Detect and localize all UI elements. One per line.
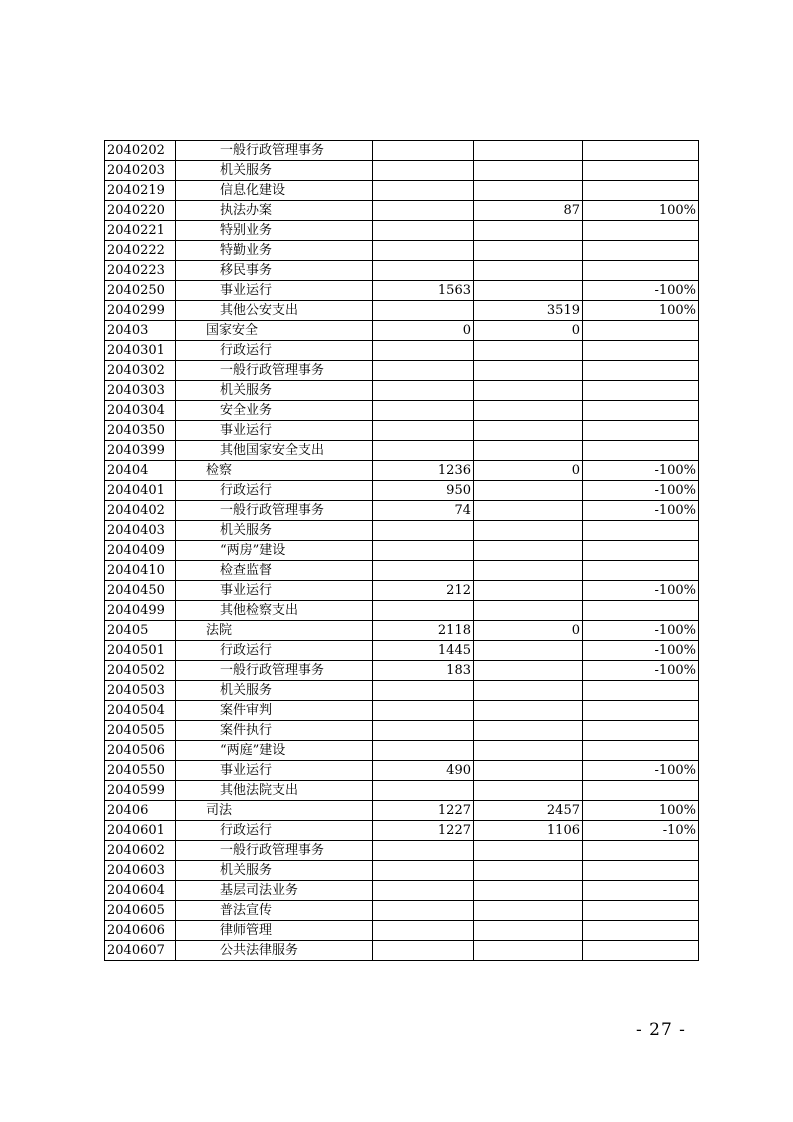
amount-b-cell (474, 521, 583, 541)
item-code-cell: 2040223 (105, 261, 176, 281)
amount-a-cell: 490 (373, 761, 474, 781)
amount-a-cell (373, 541, 474, 561)
amount-a-cell (373, 241, 474, 261)
item-name-cell: 案件执行 (176, 721, 373, 741)
table-row (105, 201, 699, 221)
table-row (105, 761, 699, 781)
table-row (105, 721, 699, 741)
table-row (105, 421, 699, 441)
item-code-cell: 2040602 (105, 841, 176, 861)
change-percent-cell: 100% (583, 301, 699, 321)
table-row (105, 161, 699, 181)
item-code-cell: 2040410 (105, 561, 176, 581)
amount-b-cell (474, 501, 583, 521)
item-code-cell: 2040503 (105, 681, 176, 701)
item-code-cell: 2040501 (105, 641, 176, 661)
table-row (105, 441, 699, 461)
amount-a-cell (373, 201, 474, 221)
change-percent-cell: -100% (583, 581, 699, 601)
change-percent-cell: -100% (583, 661, 699, 681)
amount-b-cell (474, 141, 583, 161)
table-body (105, 141, 699, 961)
item-name-cell: 安全业务 (176, 401, 373, 421)
change-percent-cell: 100% (583, 201, 699, 221)
table-row (105, 281, 699, 301)
item-code-cell: 20405 (105, 621, 176, 641)
amount-a-cell (373, 181, 474, 201)
item-name-cell: 事业运行 (176, 421, 373, 441)
table-row (105, 641, 699, 661)
amount-b-cell (474, 261, 583, 281)
amount-a-cell (373, 421, 474, 441)
change-percent-cell: -10% (583, 821, 699, 841)
change-percent-cell (583, 721, 699, 741)
item-code-cell: 2040222 (105, 241, 176, 261)
change-percent-cell (583, 941, 699, 961)
item-name-cell: 其他国家安全支出 (176, 441, 373, 461)
item-name-cell: 一般行政管理事务 (176, 501, 373, 521)
amount-b-cell (474, 701, 583, 721)
change-percent-cell (583, 781, 699, 801)
table-row (105, 821, 699, 841)
item-name-cell: 机关服务 (176, 521, 373, 541)
item-name-cell: 事业运行 (176, 761, 373, 781)
amount-b-cell (474, 781, 583, 801)
item-name-cell: 特别业务 (176, 221, 373, 241)
item-name-cell: 其他公安支出 (176, 301, 373, 321)
change-percent-cell (583, 541, 699, 561)
item-code-cell: 2040203 (105, 161, 176, 181)
item-code-cell: 2040601 (105, 821, 176, 841)
amount-a-cell (373, 361, 474, 381)
amount-b-cell (474, 581, 583, 601)
change-percent-cell (583, 161, 699, 181)
change-percent-cell: 100% (583, 801, 699, 821)
item-name-cell: 特勤业务 (176, 241, 373, 261)
item-name-cell: 普法宣传 (176, 901, 373, 921)
amount-b-cell (474, 921, 583, 941)
change-percent-cell (583, 421, 699, 441)
table-row (105, 521, 699, 541)
table-row (105, 381, 699, 401)
change-percent-cell (583, 741, 699, 761)
table-row (105, 221, 699, 241)
amount-b-cell (474, 481, 583, 501)
table-row (105, 141, 699, 161)
amount-b-cell: 0 (474, 461, 583, 481)
change-percent-cell (583, 521, 699, 541)
item-name-cell: 事业运行 (176, 581, 373, 601)
item-code-cell: 2040502 (105, 661, 176, 681)
amount-b-cell (474, 541, 583, 561)
amount-b-cell (474, 841, 583, 861)
amount-b-cell (474, 881, 583, 901)
item-name-cell: 一般行政管理事务 (176, 841, 373, 861)
amount-a-cell: 0 (373, 321, 474, 341)
item-code-cell: 2040202 (105, 141, 176, 161)
item-code-cell: 2040606 (105, 921, 176, 941)
item-code-cell: 2040504 (105, 701, 176, 721)
change-percent-cell (583, 221, 699, 241)
change-percent-cell (583, 881, 699, 901)
item-code-cell: 2040604 (105, 881, 176, 901)
table-row (105, 941, 699, 961)
table-row (105, 561, 699, 581)
change-percent-cell: -100% (583, 481, 699, 501)
item-code-cell: 2040301 (105, 341, 176, 361)
item-name-cell: 机关服务 (176, 381, 373, 401)
amount-b-cell: 0 (474, 621, 583, 641)
item-code-cell: 2040499 (105, 601, 176, 621)
amount-a-cell: 1236 (373, 461, 474, 481)
table-row (105, 681, 699, 701)
change-percent-cell (583, 381, 699, 401)
table-row (105, 661, 699, 681)
change-percent-cell (583, 261, 699, 281)
amount-a-cell (373, 301, 474, 321)
table-row (105, 701, 699, 721)
item-name-cell: 信息化建设 (176, 181, 373, 201)
amount-b-cell (474, 341, 583, 361)
change-percent-cell: -100% (583, 641, 699, 661)
item-name-cell: 行政运行 (176, 641, 373, 661)
amount-a-cell (373, 381, 474, 401)
amount-a-cell (373, 701, 474, 721)
change-percent-cell (583, 141, 699, 161)
amount-a-cell (373, 441, 474, 461)
amount-a-cell (373, 861, 474, 881)
amount-a-cell (373, 221, 474, 241)
item-name-cell: 一般行政管理事务 (176, 141, 373, 161)
change-percent-cell (583, 841, 699, 861)
table-row (105, 881, 699, 901)
change-percent-cell (583, 361, 699, 381)
item-code-cell: 2040605 (105, 901, 176, 921)
change-percent-cell: -100% (583, 501, 699, 521)
amount-b-cell: 1106 (474, 821, 583, 841)
item-name-cell: 基层司法业务 (176, 881, 373, 901)
item-name-cell: 检察 (176, 461, 373, 481)
amount-b-cell (474, 161, 583, 181)
amount-a-cell (373, 261, 474, 281)
table-row (105, 241, 699, 261)
amount-a-cell: 2118 (373, 621, 474, 641)
item-name-cell: 行政运行 (176, 481, 373, 501)
amount-a-cell (373, 841, 474, 861)
table-row (105, 621, 699, 641)
item-code-cell: 2040603 (105, 861, 176, 881)
item-name-cell: “两庭”建设 (176, 741, 373, 761)
item-code-cell: 2040450 (105, 581, 176, 601)
amount-b-cell (474, 221, 583, 241)
table-row (105, 181, 699, 201)
amount-b-cell (474, 741, 583, 761)
item-code-cell: 2040304 (105, 401, 176, 421)
item-name-cell: 律师管理 (176, 921, 373, 941)
table-row (105, 741, 699, 761)
table-row (105, 921, 699, 941)
amount-b-cell (474, 721, 583, 741)
amount-a-cell (373, 721, 474, 741)
table-row (105, 301, 699, 321)
item-code-cell: 2040401 (105, 481, 176, 501)
item-code-cell: 2040399 (105, 441, 176, 461)
amount-a-cell: 950 (373, 481, 474, 501)
item-code-cell: 2040221 (105, 221, 176, 241)
item-code-cell: 2040607 (105, 941, 176, 961)
amount-b-cell (474, 361, 583, 381)
amount-b-cell (474, 941, 583, 961)
amount-b-cell (474, 441, 583, 461)
table-row (105, 861, 699, 881)
amount-b-cell (474, 661, 583, 681)
item-code-cell: 2040250 (105, 281, 176, 301)
table-row (105, 261, 699, 281)
item-name-cell: 司法 (176, 801, 373, 821)
item-code-cell: 2040599 (105, 781, 176, 801)
amount-b-cell (474, 641, 583, 661)
item-name-cell: 行政运行 (176, 821, 373, 841)
table-row (105, 401, 699, 421)
item-name-cell: 移民事务 (176, 261, 373, 281)
change-percent-cell (583, 341, 699, 361)
amount-b-cell: 3519 (474, 301, 583, 321)
item-name-cell: 一般行政管理事务 (176, 661, 373, 681)
table-row (105, 581, 699, 601)
amount-a-cell: 74 (373, 501, 474, 521)
table-row (105, 461, 699, 481)
item-name-cell: 机关服务 (176, 681, 373, 701)
amount-a-cell (373, 521, 474, 541)
change-percent-cell (583, 401, 699, 421)
amount-b-cell (474, 281, 583, 301)
item-code-cell: 2040350 (105, 421, 176, 441)
amount-b-cell (474, 901, 583, 921)
amount-b-cell (474, 401, 583, 421)
item-code-cell: 2040402 (105, 501, 176, 521)
amount-a-cell: 1227 (373, 821, 474, 841)
amount-b-cell: 0 (474, 321, 583, 341)
amount-a-cell (373, 921, 474, 941)
table-row (105, 601, 699, 621)
table-row (105, 541, 699, 561)
amount-b-cell (474, 681, 583, 701)
item-code-cell: 2040219 (105, 181, 176, 201)
amount-a-cell (373, 681, 474, 701)
amount-a-cell: 1227 (373, 801, 474, 821)
change-percent-cell: -100% (583, 281, 699, 301)
item-name-cell: 法院 (176, 621, 373, 641)
amount-b-cell (474, 241, 583, 261)
table-row (105, 801, 699, 821)
change-percent-cell (583, 701, 699, 721)
amount-a-cell: 1563 (373, 281, 474, 301)
amount-a-cell: 1445 (373, 641, 474, 661)
change-percent-cell (583, 321, 699, 341)
amount-a-cell (373, 161, 474, 181)
change-percent-cell (583, 901, 699, 921)
amount-a-cell (373, 341, 474, 361)
item-name-cell: 检查监督 (176, 561, 373, 581)
amount-a-cell (373, 741, 474, 761)
amount-b-cell (474, 561, 583, 581)
amount-a-cell (373, 881, 474, 901)
item-code-cell: 20403 (105, 321, 176, 341)
table-row (105, 361, 699, 381)
page-number: - 27 - (636, 1020, 686, 1040)
item-code-cell: 2040506 (105, 741, 176, 761)
change-percent-cell (583, 241, 699, 261)
item-name-cell: 执法办案 (176, 201, 373, 221)
item-name-cell: 其他检察支出 (176, 601, 373, 621)
amount-b-cell (474, 381, 583, 401)
amount-b-cell (474, 861, 583, 881)
change-percent-cell: -100% (583, 621, 699, 641)
item-code-cell: 2040505 (105, 721, 176, 741)
amount-a-cell (373, 941, 474, 961)
amount-b-cell: 2457 (474, 801, 583, 821)
item-name-cell: 机关服务 (176, 861, 373, 881)
table-row (105, 781, 699, 801)
change-percent-cell (583, 181, 699, 201)
amount-a-cell: 212 (373, 581, 474, 601)
amount-b-cell (474, 761, 583, 781)
item-name-cell: 一般行政管理事务 (176, 361, 373, 381)
table-row (105, 341, 699, 361)
table-row (105, 481, 699, 501)
amount-a-cell: 183 (373, 661, 474, 681)
amount-a-cell (373, 901, 474, 921)
amount-a-cell (373, 561, 474, 581)
change-percent-cell (583, 861, 699, 881)
change-percent-cell (583, 681, 699, 701)
change-percent-cell: -100% (583, 461, 699, 481)
amount-b-cell (474, 181, 583, 201)
item-code-cell: 2040550 (105, 761, 176, 781)
amount-a-cell (373, 601, 474, 621)
amount-b-cell (474, 421, 583, 441)
item-name-cell: 案件审判 (176, 701, 373, 721)
item-name-cell: 公共法律服务 (176, 941, 373, 961)
item-code-cell: 2040403 (105, 521, 176, 541)
table-row (105, 841, 699, 861)
item-code-cell: 2040299 (105, 301, 176, 321)
table-row (105, 321, 699, 341)
amount-a-cell (373, 141, 474, 161)
change-percent-cell (583, 921, 699, 941)
item-code-cell: 2040303 (105, 381, 176, 401)
amount-a-cell (373, 401, 474, 421)
change-percent-cell (583, 441, 699, 461)
item-name-cell: 其他法院支出 (176, 781, 373, 801)
change-percent-cell (583, 561, 699, 581)
item-name-cell: 国家安全 (176, 321, 373, 341)
table-row (105, 901, 699, 921)
item-name-cell: “两房”建设 (176, 541, 373, 561)
amount-b-cell: 87 (474, 201, 583, 221)
amount-a-cell (373, 781, 474, 801)
table-row (105, 501, 699, 521)
item-code-cell: 2040220 (105, 201, 176, 221)
item-name-cell: 事业运行 (176, 281, 373, 301)
budget-table (104, 140, 699, 961)
item-code-cell: 20404 (105, 461, 176, 481)
item-code-cell: 2040302 (105, 361, 176, 381)
change-percent-cell: -100% (583, 761, 699, 781)
change-percent-cell (583, 601, 699, 621)
item-code-cell: 20406 (105, 801, 176, 821)
item-name-cell: 机关服务 (176, 161, 373, 181)
item-code-cell: 2040409 (105, 541, 176, 561)
item-name-cell: 行政运行 (176, 341, 373, 361)
amount-b-cell (474, 601, 583, 621)
